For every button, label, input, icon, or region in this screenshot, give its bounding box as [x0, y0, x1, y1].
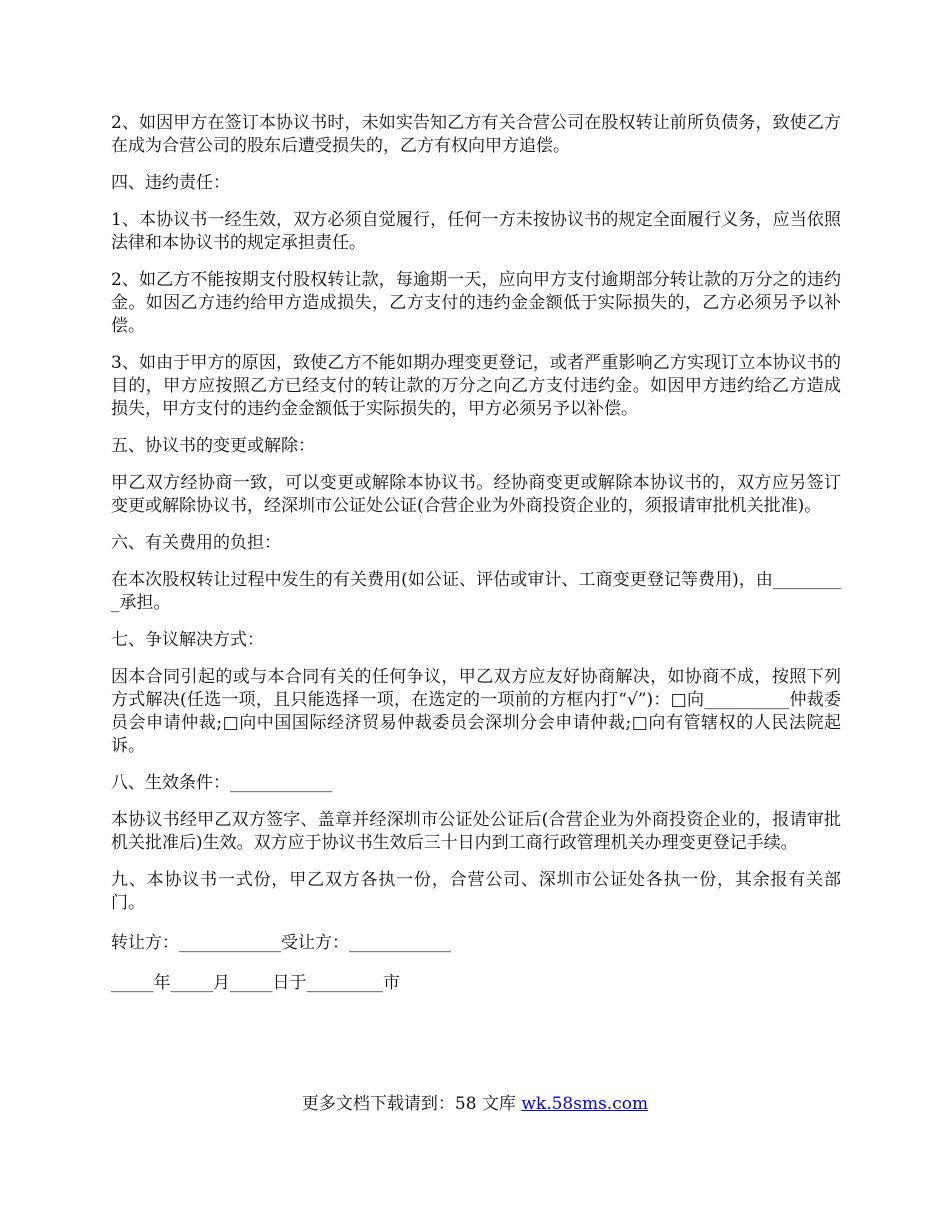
paragraph-breach-2: 2、如乙方不能按期支付股权转让款，每逾期一天，应向甲方支付逾期部分转让款的万分之的违约金。如因乙方违约给甲方造成损失，乙方支付的违约金金额低于实际损失的，乙方必须另予以补偿。	[111, 270, 841, 336]
paragraph-dispute: 因本合同引起的或与本合同有关的任何争议，甲乙双方应友好协商解决，如协商不成，按照下列方式解决(任选一项，且只能选择一项，在选定的一项前的方框内打“√”)：□向__________仲裁委员会申请仲裁;□向中国国际经济贸易仲裁委员会深圳分会申请仲裁;□向有管辖权的人民法院起诉。	[111, 667, 841, 756]
paragraph-fees: 在本次股权转让过程中发生的有关费用(如公证、评估或审计、工商变更登记等费用)，由_________承担。	[111, 570, 841, 613]
paragraph-copies: 九、本协议书一式份，甲乙双方各执一份，合营公司、深圳市公证处各执一份，其余报有关部门。	[111, 870, 841, 913]
paragraph-effective: 本协议书经甲乙双方签字、盖章并经深圳市公证处公证后(合营企业为外商投资企业的，报请审批机关批准后)生效。双方应于协议书生效后三十日内到工商行政管理机关办理变更登记手续。	[111, 810, 841, 853]
heading-breach-liability: 四、违约责任：	[111, 173, 230, 193]
document-body	[111, 112, 841, 1009]
heading-amendment: 五、协议书的变更或解除：	[111, 436, 315, 456]
paragraph-liability-clause-2: 2、如因甲方在签订本协议书时，未如实告知乙方有关合营公司在股权转让前所负债务，致使乙方在成为合营公司的股东后遭受损失的，乙方有权向甲方追偿。	[111, 113, 841, 156]
paragraph-breach-3: 3、如由于甲方的原因，致使乙方不能如期办理变更登记，或者严重影响乙方实现订立本协议书的目的，甲方应按照乙方已经支付的转让款的万分之向乙方支付违约金。如因甲方违约给乙方造成损失，甲方支付的违约金金额低于实际损失的，甲方必须另予以补偿。	[111, 353, 841, 419]
heading-dispute: 七、争议解决方式：	[111, 630, 264, 650]
footer-prefix: 更多文档下载请到：58 文库	[301, 1094, 522, 1114]
date-place-line: _____年_____月_____日于_________市	[111, 973, 400, 993]
signature-line: 转让方：____________受让方：____________	[111, 933, 451, 953]
footer-link[interactable]: wk.58sms.com	[521, 1094, 649, 1114]
heading-effective-conditions: 八、生效条件：____________	[111, 773, 332, 793]
paragraph-breach-1: 1、本协议书一经生效，双方必须自觉履行，任何一方未按协议书的规定全面履行义务，应当依照法律和本协议书的规定承担责任。	[111, 210, 841, 253]
paragraph-amendment: 甲乙双方经协商一致，可以变更或解除本协议书。经协商变更或解除本协议书的，双方应另签订变更或解除协议书，经深圳市公证处公证(合营企业为外商投资企业的，须报请审批机关批准)。	[111, 473, 841, 516]
footer	[0, 1093, 950, 1116]
heading-fees: 六、有关费用的负担：	[111, 533, 281, 553]
